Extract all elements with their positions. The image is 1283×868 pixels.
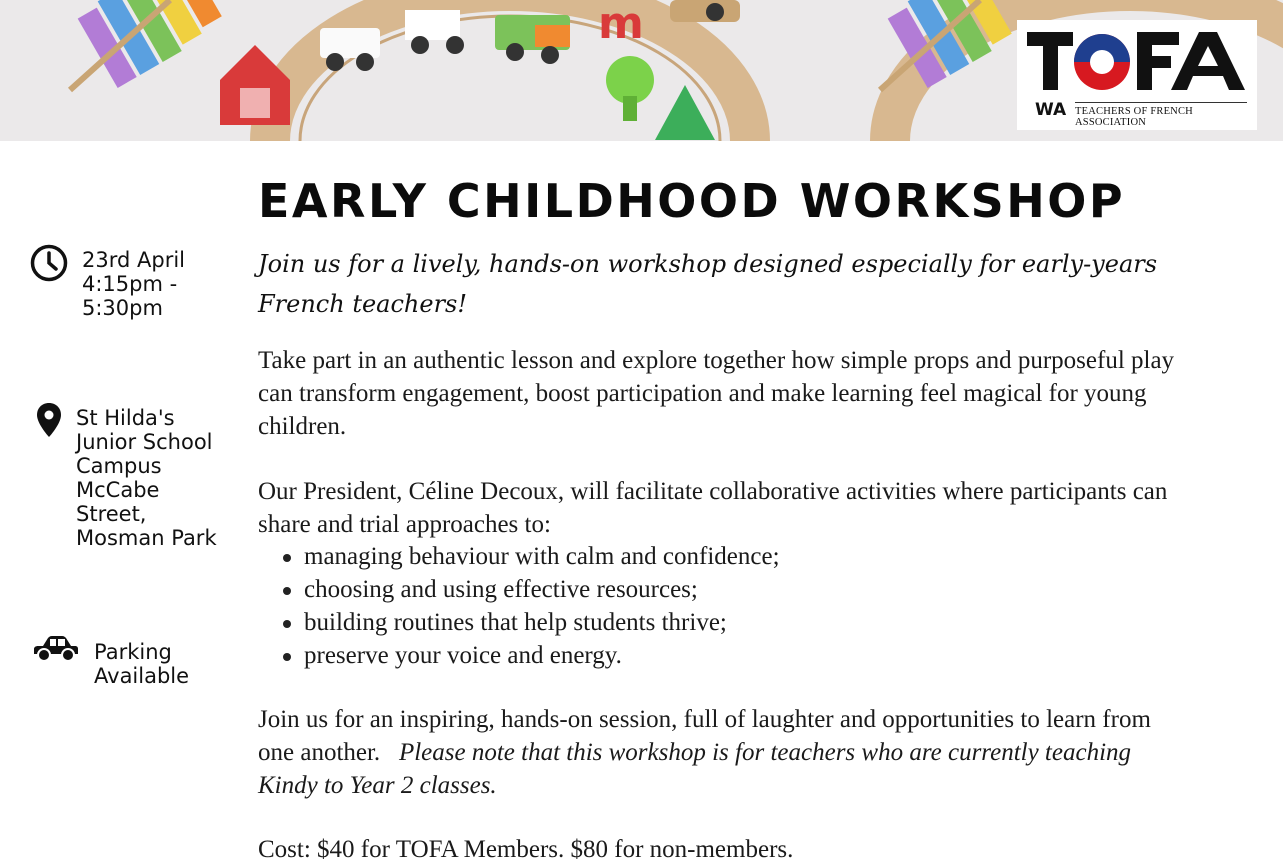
- car-icon: [31, 634, 81, 668]
- intro-text: Join us for a lively, hands-on workshop designed especially for early-years French teachers!: [258, 250, 1158, 318]
- logo-wa: WA: [1035, 100, 1067, 120]
- paragraph-lesson: Take part in an authentic lesson and explore together how simple props and purposeful play can transform engagement, boost participation and make learning feel magical for young children.: [258, 347, 1175, 440]
- parking-line: Available: [94, 664, 190, 688]
- audience-note: Please note that this workshop is for teachers who are currently teaching Kindy to Year 2 classes.: [258, 739, 1132, 799]
- venue-line: Junior School: [76, 430, 213, 454]
- venue-line: Campus: [76, 454, 162, 478]
- parking-line: Parking: [94, 640, 172, 664]
- svg-text:m: m: [598, 0, 644, 49]
- logo-subtitle: TEACHERS OF FRENCH ASSOCIATION: [1075, 106, 1193, 128]
- event-datetime: [82, 248, 185, 320]
- event-time-end: 5:30pm: [82, 296, 163, 320]
- parking-info: [94, 640, 189, 688]
- clock-icon: [29, 243, 69, 287]
- paragraph-join: [258, 703, 1178, 802]
- list-item: building routines that help students thrive;: [280, 606, 780, 639]
- join-text: Join us for an inspiring, hands-on session, full of laughter and opportunities to learn from one another.: [258, 706, 1151, 766]
- page-title: EARLY CHILDHOOD WORKSHOP: [258, 174, 1126, 228]
- venue-line: McCabe: [76, 478, 160, 502]
- event-date: 23rd April: [82, 248, 185, 272]
- banner-toys-left: [0, 0, 810, 141]
- location-pin-icon: [36, 402, 62, 442]
- event-venue: [76, 406, 217, 550]
- tofa-logo: [1017, 20, 1257, 130]
- approaches-list: [280, 540, 780, 672]
- venue-line: St Hilda's: [76, 406, 175, 430]
- banner-photo: [0, 0, 1283, 141]
- venue-line: Mosman Park: [76, 526, 217, 550]
- cost-text: Cost: $40 for TOFA Members. $80 for non-members.: [258, 836, 794, 863]
- venue-line: Street,: [76, 502, 147, 526]
- paragraph-president: Our President, Céline Decoux, will facilitate collaborative activities where participants can share and trial approaches to:: [258, 478, 1168, 538]
- event-time-start: 4:15pm -: [82, 272, 178, 296]
- list-item: managing behaviour with calm and confidence;: [280, 540, 780, 573]
- list-item: choosing and using effective resources;: [280, 573, 780, 606]
- list-item: preserve your voice and energy.: [280, 639, 780, 672]
- logo-rule: [1075, 102, 1247, 103]
